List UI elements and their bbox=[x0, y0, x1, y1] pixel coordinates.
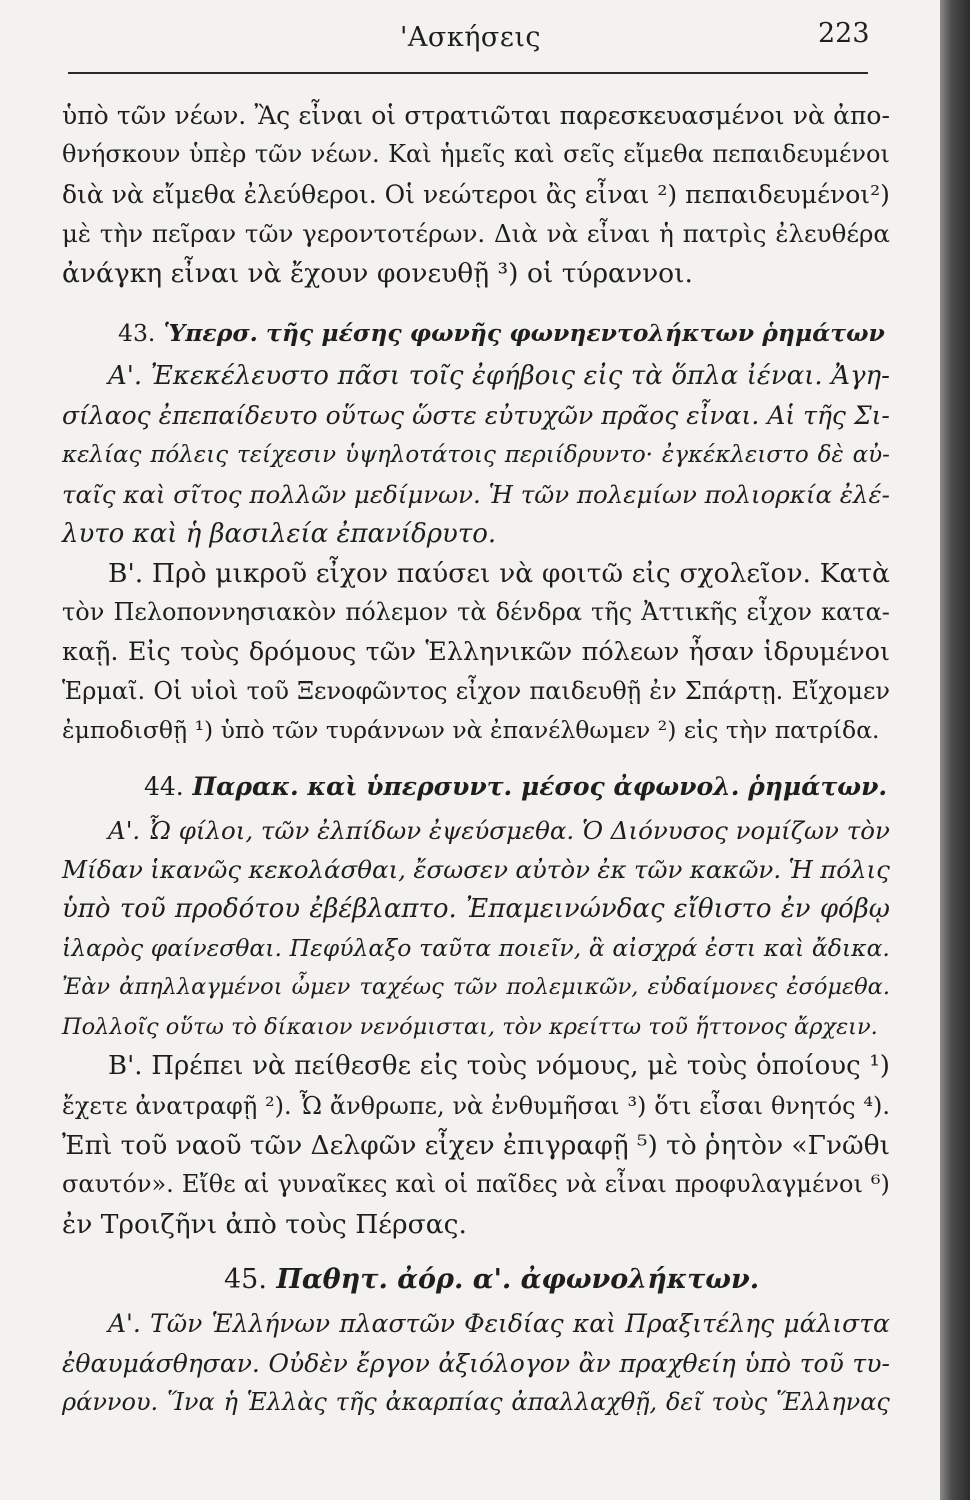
word: τῶν bbox=[116, 101, 167, 130]
word: Ἡ bbox=[788, 855, 813, 885]
word: εἶχεν bbox=[424, 1129, 495, 1161]
word: γεροντοτέρων. bbox=[302, 219, 486, 249]
word: μὲ bbox=[62, 219, 92, 249]
word: κατα- bbox=[821, 598, 890, 627]
word: ὑπὲρ bbox=[188, 140, 247, 169]
word: τῶν bbox=[520, 480, 570, 510]
word: ταῦτα bbox=[419, 934, 492, 963]
text-line bbox=[62, 1126, 890, 1165]
word: ἔσωσεν bbox=[413, 855, 508, 885]
word: Ξενοφῶντος bbox=[297, 677, 448, 706]
word: Ὦ bbox=[299, 1091, 323, 1120]
word: δὲ bbox=[817, 441, 844, 468]
text-line bbox=[62, 96, 890, 135]
word: μάλιστα bbox=[783, 1309, 890, 1339]
word: σεῖς bbox=[563, 140, 615, 169]
word: τῆς bbox=[591, 598, 633, 627]
word: σαυτόν». bbox=[62, 1170, 174, 1199]
word: νὰ bbox=[565, 1170, 597, 1199]
word: αἱ bbox=[243, 1170, 270, 1199]
word: παύσει bbox=[396, 557, 491, 589]
word: Πραξιτέλης bbox=[625, 1309, 775, 1339]
text-line bbox=[62, 1087, 890, 1126]
word: μὲ bbox=[647, 1051, 679, 1082]
word: εἴθιστο bbox=[673, 893, 772, 924]
word: εἶσαι bbox=[699, 1091, 764, 1120]
word: ἐλπίδων bbox=[317, 815, 422, 845]
word: Ἑλληνικῶν bbox=[425, 636, 573, 667]
text-line bbox=[62, 968, 890, 1007]
word: ³) bbox=[627, 1091, 647, 1120]
word: καὶ bbox=[572, 1309, 616, 1339]
word: ἀκαρπίας bbox=[385, 1387, 503, 1416]
word: ἡ bbox=[223, 1387, 238, 1416]
word: νεώτεροι bbox=[422, 179, 538, 209]
section-heading-43: 43. Ὑπερσ. τῆς μέσης φωνῆς φωνηεντολήκτων ῥημάτων bbox=[118, 318, 885, 347]
word: πολιορκία bbox=[704, 480, 832, 510]
word: τῶν bbox=[452, 974, 498, 1001]
word: ἐπιγραφῇ bbox=[502, 1129, 629, 1161]
text-line bbox=[62, 1047, 890, 1086]
word: αἰσχρά bbox=[612, 934, 698, 963]
text-line bbox=[62, 357, 890, 396]
word: νέων. bbox=[310, 140, 380, 169]
text-line bbox=[62, 850, 890, 889]
word: πόλεμον bbox=[345, 598, 448, 627]
word: ἡμεῖς bbox=[440, 140, 506, 169]
word: τοὺς bbox=[686, 1051, 748, 1082]
word: ἔργον bbox=[356, 1348, 430, 1378]
word: Φειδίας bbox=[464, 1309, 564, 1339]
word: ταῖς bbox=[62, 480, 116, 510]
text-line bbox=[62, 1165, 890, 1204]
word: Σπάρτῃ. bbox=[684, 677, 784, 706]
word: ἐβέβλαπτο. bbox=[309, 893, 457, 924]
word: ⁶) bbox=[870, 1170, 890, 1199]
word: κελίας bbox=[62, 441, 142, 468]
word: «Γνῶθι bbox=[791, 1129, 890, 1161]
word: νέων. bbox=[174, 101, 247, 130]
word: Οὐδὲν bbox=[268, 1348, 348, 1378]
word: ἐν bbox=[780, 893, 811, 924]
word: Σι- bbox=[853, 401, 890, 431]
word: ἄδικα. bbox=[811, 934, 890, 963]
word: ὅτι bbox=[654, 1091, 692, 1120]
word: ναοῦ bbox=[175, 1129, 242, 1161]
word: εἶναι bbox=[604, 1170, 667, 1199]
word: φαίνεσθαι. bbox=[150, 934, 282, 963]
word: υἱοὶ bbox=[190, 677, 239, 706]
word: ἐφήβοις bbox=[471, 360, 576, 391]
word: Ἀττικῆς bbox=[641, 598, 738, 627]
word: Πελοποννησιακὸν bbox=[113, 598, 337, 627]
text-line bbox=[62, 811, 890, 850]
word: ἐθαυμάσθησαν. bbox=[62, 1348, 260, 1378]
word: αὐτὸν bbox=[515, 855, 590, 885]
word: ἂν bbox=[578, 1348, 611, 1378]
word: εἴμεθα bbox=[623, 140, 704, 169]
word: πολλῶν bbox=[249, 480, 347, 510]
word: τὴν bbox=[99, 219, 144, 249]
word: Ἕλληνας bbox=[776, 1387, 890, 1416]
word: ἀπαλλαχθῇ, bbox=[511, 1387, 658, 1416]
word: Ἵνα bbox=[166, 1387, 215, 1416]
word: εἶναι. bbox=[686, 401, 760, 431]
word: οἱ bbox=[371, 101, 397, 130]
word: ἔχετε bbox=[62, 1091, 128, 1120]
word: Ἑλλήνων bbox=[211, 1309, 331, 1339]
text-line bbox=[62, 593, 890, 632]
word: Ἀγη- bbox=[831, 360, 890, 391]
word: εἶχον bbox=[315, 557, 389, 589]
word: Οἱ bbox=[153, 677, 183, 706]
page-number: 223 bbox=[818, 18, 870, 49]
word: παιδευθῇ bbox=[529, 677, 642, 706]
word: πόλεων bbox=[581, 636, 680, 667]
word: καὶ bbox=[513, 140, 555, 169]
word: ἐσόμεθα. bbox=[786, 974, 890, 1001]
page-edge bbox=[940, 0, 970, 1500]
word: ἐλέ- bbox=[839, 480, 890, 510]
text-line bbox=[62, 1344, 890, 1383]
word: Διὰ bbox=[493, 219, 538, 249]
word: τῶν bbox=[365, 636, 417, 667]
word: θνήσκουν bbox=[62, 140, 181, 169]
word: τοὺς bbox=[180, 636, 240, 667]
word: ἐλευθέρα bbox=[775, 219, 890, 249]
word: παρεσκευασμένοι bbox=[559, 101, 785, 130]
word: εἶναι bbox=[298, 101, 364, 130]
word: πείθεσθε bbox=[294, 1051, 412, 1082]
word: ⁴). bbox=[863, 1091, 890, 1120]
word: ¹) bbox=[869, 1051, 890, 1082]
word: παῖδες bbox=[476, 1170, 558, 1199]
word: νὰ bbox=[111, 179, 144, 209]
word: εἶναι bbox=[584, 179, 650, 209]
text-line bbox=[62, 1383, 890, 1422]
word: τῶν bbox=[254, 140, 303, 169]
word: Μίδαν bbox=[62, 855, 143, 885]
word: ²). bbox=[265, 1091, 292, 1120]
word: ὦμεν bbox=[291, 974, 351, 1001]
text-line bbox=[62, 554, 890, 593]
word: ἐνθυμῆσαι bbox=[491, 1091, 620, 1120]
word: θνητός bbox=[770, 1091, 856, 1120]
word: πεπαιδευμένοι²) bbox=[685, 179, 890, 209]
word: νὰ bbox=[252, 1051, 286, 1082]
word: ²) bbox=[657, 179, 678, 209]
word: καὶ bbox=[123, 480, 166, 510]
word: ἱδρυμένοι bbox=[763, 636, 890, 667]
word: πλαστῶν bbox=[339, 1309, 455, 1339]
word: τοῦ bbox=[246, 677, 289, 706]
word: τῆς bbox=[803, 401, 846, 431]
section-heading-44: 44. Παρακ. καὶ ὑπερσυντ. μέσος ἀφωνολ. ῥημάτων. bbox=[144, 771, 888, 801]
word: Ἐὰν bbox=[62, 974, 111, 1001]
word: ἐγκέκλειστο bbox=[661, 441, 809, 468]
word: πολεμίων bbox=[576, 480, 697, 510]
word: πεῖραν bbox=[151, 219, 237, 249]
word: Ἐκεκέλευστο bbox=[150, 360, 329, 391]
word: τῶν bbox=[633, 855, 683, 885]
word: ράννου. bbox=[62, 1387, 159, 1416]
word: πρᾶος bbox=[601, 401, 679, 431]
word: ἦσαν bbox=[688, 636, 755, 667]
word: νὰ bbox=[546, 219, 579, 249]
word: Β'. bbox=[108, 557, 144, 589]
word: τὸν bbox=[846, 815, 890, 845]
word: καῇ. bbox=[62, 636, 119, 667]
word: γυναῖκες bbox=[277, 1170, 388, 1199]
word: φόβῳ bbox=[819, 893, 890, 924]
word: ὁποίους bbox=[756, 1051, 861, 1082]
word: Ὁ bbox=[581, 815, 604, 845]
word: ὑψηλοτάτοις bbox=[344, 441, 496, 468]
word: Εἴθε bbox=[181, 1170, 236, 1199]
word: εὐτυχῶν bbox=[484, 401, 594, 431]
word: ἀπηλλαγμένοι bbox=[119, 974, 283, 1001]
word: ἄνθρωπε, bbox=[329, 1091, 445, 1120]
word: ὥστε bbox=[412, 401, 477, 431]
word: τυ- bbox=[852, 1348, 890, 1378]
word: ἐψεύσμεθα. bbox=[428, 815, 575, 845]
word: Δελφῶν bbox=[310, 1129, 417, 1161]
word: ἱλαρὸς bbox=[62, 934, 144, 963]
word: ταχέως bbox=[359, 974, 444, 1001]
word: νόμους, bbox=[535, 1051, 639, 1082]
word: στρατιῶται bbox=[404, 101, 552, 130]
word: δρόμους bbox=[248, 636, 357, 667]
text-line bbox=[62, 929, 890, 968]
word: νὰ bbox=[499, 557, 534, 589]
word: ῥητὸν bbox=[704, 1129, 784, 1161]
text-line: ἀνάγκη εἶναι νὰ ἔχουν φονευθῇ ³) οἱ τύραννοι. bbox=[62, 257, 693, 289]
word: ἃ bbox=[588, 934, 605, 963]
header-rule bbox=[68, 72, 868, 74]
page-body bbox=[62, 96, 890, 1422]
word: ὑπὸ bbox=[62, 101, 109, 130]
word: οἱ bbox=[444, 1170, 469, 1199]
word: ἱκανῶς bbox=[150, 855, 242, 885]
word: πεπαιδευμένοι bbox=[712, 140, 890, 169]
word: περιίδρυντο· bbox=[504, 441, 653, 468]
text-line bbox=[62, 475, 890, 514]
word: πατρὶς bbox=[682, 219, 767, 249]
word: ἐστι bbox=[705, 934, 757, 963]
text-line bbox=[62, 175, 890, 214]
word: Τῶν bbox=[150, 1309, 203, 1339]
word: σῖτος bbox=[173, 480, 242, 510]
word: εἶχον bbox=[455, 677, 522, 706]
word: τοῦ bbox=[799, 1348, 844, 1378]
word: ἀνατραφῇ bbox=[135, 1091, 258, 1120]
word: τοῦ bbox=[120, 1129, 168, 1161]
word: Ἡ bbox=[488, 480, 513, 510]
word: Α'. bbox=[108, 815, 141, 845]
text-line: Πολλοῖς οὕτω τὸ δίκαιον νενόμισται, τὸν κρείττω τοῦ ἥττονος ἄρχειν. bbox=[62, 1013, 878, 1040]
word: μεδίμνων. bbox=[353, 480, 481, 510]
word: Καὶ bbox=[388, 140, 432, 169]
word: Εἰς bbox=[127, 636, 171, 667]
word: πόλις bbox=[820, 855, 890, 885]
word: μικροῦ bbox=[215, 557, 308, 589]
word: φίλοι, bbox=[178, 815, 254, 845]
word: Πρὸ bbox=[151, 557, 207, 589]
word: Ἐπὶ bbox=[62, 1129, 113, 1161]
word: καὶ bbox=[395, 1170, 437, 1199]
text-line bbox=[62, 633, 890, 672]
word: τοῖς bbox=[408, 360, 464, 391]
word: εἶχον bbox=[746, 598, 812, 627]
word: τὰ bbox=[630, 360, 663, 391]
word: τῶν bbox=[249, 1129, 303, 1161]
word: τῶν bbox=[244, 219, 294, 249]
running-head: 'Ασκήσεις bbox=[400, 22, 542, 53]
word: Α'. bbox=[108, 1309, 141, 1339]
word: πραχθείη bbox=[619, 1348, 736, 1378]
word: Πεφύλαξο bbox=[289, 934, 412, 963]
text-line bbox=[62, 1304, 890, 1343]
word: ἂς bbox=[545, 179, 577, 209]
word: ⁵) bbox=[636, 1129, 658, 1161]
word: εἶναι bbox=[586, 219, 651, 249]
word: προδότου bbox=[174, 893, 301, 924]
word: τῆς bbox=[335, 1387, 377, 1416]
word: διὰ bbox=[62, 179, 104, 209]
word: ἀπο- bbox=[833, 101, 890, 130]
section-heading-45: 45. Παθητ. ἀόρ. α'. ἀφωνολήκτων. bbox=[224, 1264, 760, 1296]
word: Διόνυσος bbox=[610, 815, 728, 845]
word: ὑπὸ bbox=[744, 1348, 792, 1378]
word: αὐ- bbox=[852, 441, 890, 468]
text-line bbox=[62, 214, 890, 253]
word: σχολεῖον. bbox=[679, 557, 811, 589]
text-line: ἐμποδισθῇ ¹) ὑπὸ τῶν τυράννων νὰ ἐπανέλθωμεν ²) εἰς τὴν πατρίδα. bbox=[62, 716, 880, 745]
word: εἴμεθα bbox=[151, 179, 236, 209]
word: εἰς bbox=[583, 360, 623, 391]
word: Πρέπει bbox=[151, 1051, 244, 1082]
word: νὰ bbox=[452, 1091, 484, 1120]
word: ποιεῖν, bbox=[498, 934, 582, 963]
word: Ἂς bbox=[254, 101, 291, 130]
word: φοιτῶ bbox=[541, 557, 624, 589]
text-line: ἐν Τροιζῆνι ἀπὸ τοὺς Πέρσας. bbox=[62, 1208, 467, 1240]
word: δεῖ bbox=[665, 1387, 703, 1416]
word: κακῶν. bbox=[689, 855, 782, 885]
word: τὸν bbox=[62, 598, 105, 627]
word: ἐν bbox=[649, 677, 677, 706]
word: ἰέναι. bbox=[746, 360, 823, 391]
word: Ἑρμαῖ. bbox=[62, 677, 146, 706]
word: Ἐπαμεινώνδας bbox=[466, 893, 665, 924]
text-line bbox=[62, 672, 890, 711]
text-line: λυτο καὶ ἡ βασιλεία ἐπανίδρυτο. bbox=[62, 518, 497, 549]
word: τείχεσιν bbox=[236, 441, 337, 468]
word: νὰ bbox=[792, 101, 825, 130]
word: οὕτως bbox=[325, 401, 405, 431]
word: δένδρα bbox=[495, 598, 582, 627]
word: προφυλαγμένοι bbox=[674, 1170, 863, 1199]
word: τὰ bbox=[457, 598, 487, 627]
word: τὸ bbox=[666, 1129, 697, 1161]
word: εἰς bbox=[631, 557, 671, 589]
word: σίλαος bbox=[62, 401, 151, 431]
word: πολεμικῶν, bbox=[506, 974, 639, 1001]
word: Κατὰ bbox=[819, 557, 890, 589]
word: Ὦ bbox=[147, 815, 171, 845]
word: κεκολάσθαι, bbox=[248, 855, 406, 885]
word: πᾶσι bbox=[337, 360, 401, 391]
word: Αἱ bbox=[767, 401, 796, 431]
word: Α'. bbox=[108, 360, 143, 391]
word: Ἑλλὰς bbox=[246, 1387, 327, 1416]
word: Οἱ bbox=[384, 179, 415, 209]
word: νομίζων bbox=[735, 815, 839, 845]
word: τοὺς bbox=[711, 1387, 768, 1416]
word: ἐπεπαίδευτο bbox=[158, 401, 318, 431]
word: τῶν bbox=[260, 815, 310, 845]
word: ἐλεύθεροι. bbox=[243, 179, 377, 209]
word: εἰς bbox=[419, 1051, 459, 1082]
text-line bbox=[62, 890, 890, 929]
word: ἀξιόλογον bbox=[438, 1348, 571, 1378]
word: ὑπὸ bbox=[62, 893, 111, 924]
word: τοῦ bbox=[119, 893, 166, 924]
word: ὅπλα bbox=[671, 360, 739, 391]
word: Εἴχομεν bbox=[791, 677, 890, 706]
word: ἡ bbox=[659, 219, 674, 249]
text-line bbox=[62, 135, 890, 174]
word: πόλεις bbox=[150, 441, 229, 468]
word: καὶ bbox=[763, 934, 805, 963]
text-line bbox=[62, 436, 890, 475]
word: Β'. bbox=[108, 1051, 143, 1082]
word: τοὺς bbox=[466, 1051, 528, 1082]
word: ἐκ bbox=[597, 855, 627, 885]
text-line bbox=[62, 396, 890, 435]
word: εὐδαίμονες bbox=[647, 974, 778, 1001]
